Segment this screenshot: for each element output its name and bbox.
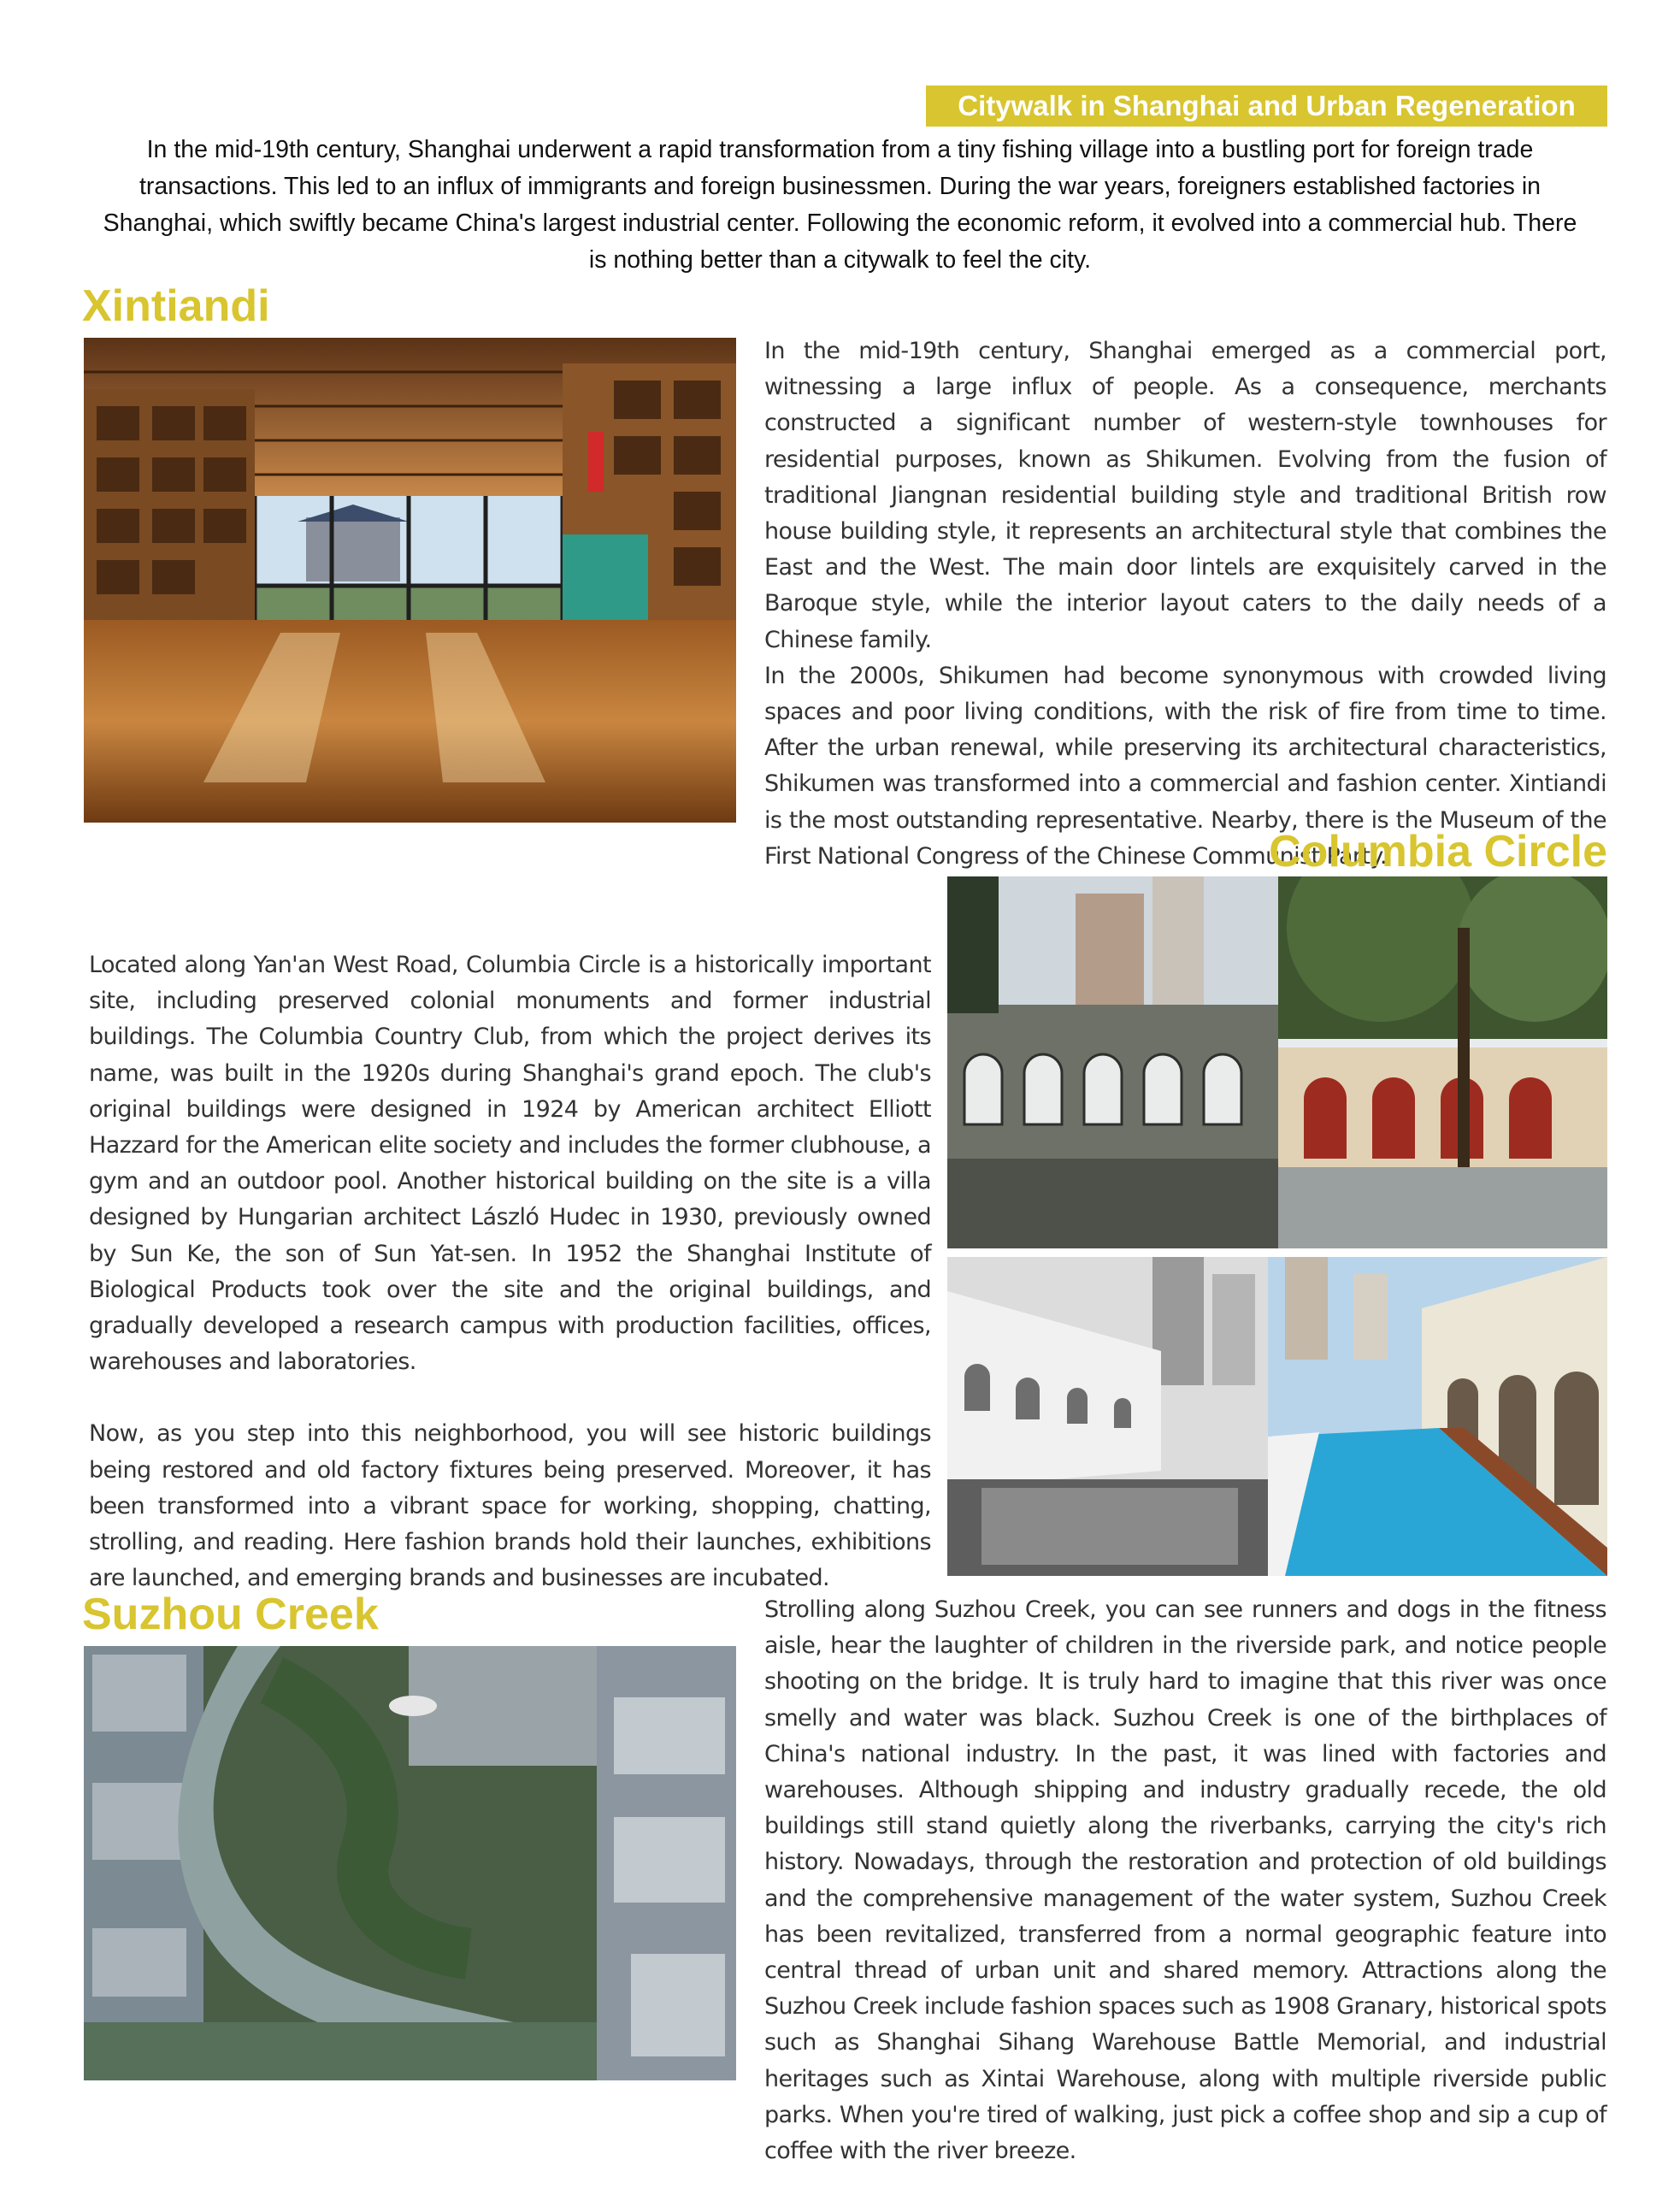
suzhou-paragraph-1: Strolling along Suzhou Creek, you can see runners and dogs in the fitness aisle, hear the laughter of children in the riverside park, and notice people shooting on the bridge. It is truly hard to imagine that this river was once smelly and water was black. Suzhou Creek is one of the birthplaces of China's national industry. In the past, it was lined with factories and warehouses. Although shipping and industry gradually recede, the old buildings still stand quietly along the riverbanks, carrying the city's rich history. Nowadays, through the restoration and protection of old buildings and the comprehensive management of the water system, Suzhou Creek has been revitalized, transferred from a normal geographic feature into central thread of urban unit and shared memory. Attractions along the Suzhou Creek include fashion spaces such as 1908 Granary, historical spots such as Shanghai Sihang Warehouse Battle Memorial, and industrial heritages such as Xintai Warehouse, along with multiple riverside public parks. When you're tired of walking, just pick a coffee shop and sip a cup of coffee with the river breeze. xyxy=(764,1596,1606,2165)
intro-paragraph: In the mid-19th century, Shanghai underwent a rapid transformation from a tiny fishing village into a bustling port for foreign trade transactions. This led to an influx of immigrants and foreign businessmen. During the war years, foreigners established factories in Shanghai, which swiftly became China's largest industrial center. Following the economic reform, it evolved into a commercial hub. There is nothing better than a citywalk to feel the city. xyxy=(103,136,1577,274)
columbia-arcade-photo xyxy=(1278,876,1607,1248)
xintiandi-paragraph-1: In the mid-19th century, Shanghai emerged as a commercial port, witnessing a large influx of people. As a consequence, merchants constructed a significant number of western-style townhouses for residential purposes, known as Shikumen. Evolving from the fusion of traditional Jiangnan residential building style and traditional British row house building style, it represents an architectural style that combines the East and the West. The main door lintels are exquisitely carved in the Baroque style, while the interior layout caters to the daily needs of a Chinese family. xyxy=(764,338,1606,653)
suzhou-aerial-photo xyxy=(84,1646,736,2080)
columbia-paragraph-gap xyxy=(89,1380,931,1416)
page-banner: Citywalk in Shanghai and Urban Regeneration xyxy=(926,86,1607,127)
xintiandi-bookstore-photo xyxy=(84,338,736,823)
columbia-pool-bw-photo xyxy=(947,1257,1268,1576)
columbia-paragraph-2: Now, as you step into this neighborhood, you will see historic buildings being restored and old factory fixtures being preserved. Moreover, it has been transformed into a vibrant space for working, shopping, chatting, strolling, and reading. Here fashion brands hold their launches, exhibitions are launched, and emerging brands and businesses are incubated. xyxy=(89,1420,931,1592)
suzhou-text xyxy=(764,1592,1606,2169)
columbia-paragraph-1: Located along Yan'an West Road, Columbia Circle is a historically important site, including preserved colonial monuments and former industrial buildings. The Columbia Country Club, from which the project derives its name, was built in the 1920s during Shanghai's grand epoch. The club's original buildings were designed in 1924 by American architect Elliott Hazzard for the American elite society and includes the former clubhouse, a gym and an outdoor pool. Another historical building on the site is a villa designed by Hungarian architect László Hudec in 1930, previously owned by Sun Ke, the son of Sun Yat-sen. In 1952 the Shanghai Institute of Biological Products took over the site and the original buildings, and gradually developed a research campus with production facilities, offices, warehouses and laboratories. xyxy=(89,952,931,1376)
suzhou-heading: Suzhou Creek xyxy=(82,1590,379,1639)
xintiandi-heading: Xintiandi xyxy=(82,281,270,331)
xintiandi-text xyxy=(764,333,1606,875)
columbia-pool-color-photo xyxy=(1268,1257,1607,1576)
xintiandi-paragraph-2: In the 2000s, Shikumen had become synonymous with crowded living spaces and poor living conditions, with the risk of fire from time to time. After the urban renewal, while preserving its architectural characteristics, Shikumen was transformed into a commercial and fashion center. Xintiandi is the most outstanding representative. Nearby, there is the Museum of the First National Congress of the Chinese Communist Party. xyxy=(764,662,1606,870)
columbia-heading: Columbia Circle xyxy=(1269,827,1607,876)
columbia-text xyxy=(89,947,931,1596)
columbia-clubhouse-photo xyxy=(947,876,1278,1248)
